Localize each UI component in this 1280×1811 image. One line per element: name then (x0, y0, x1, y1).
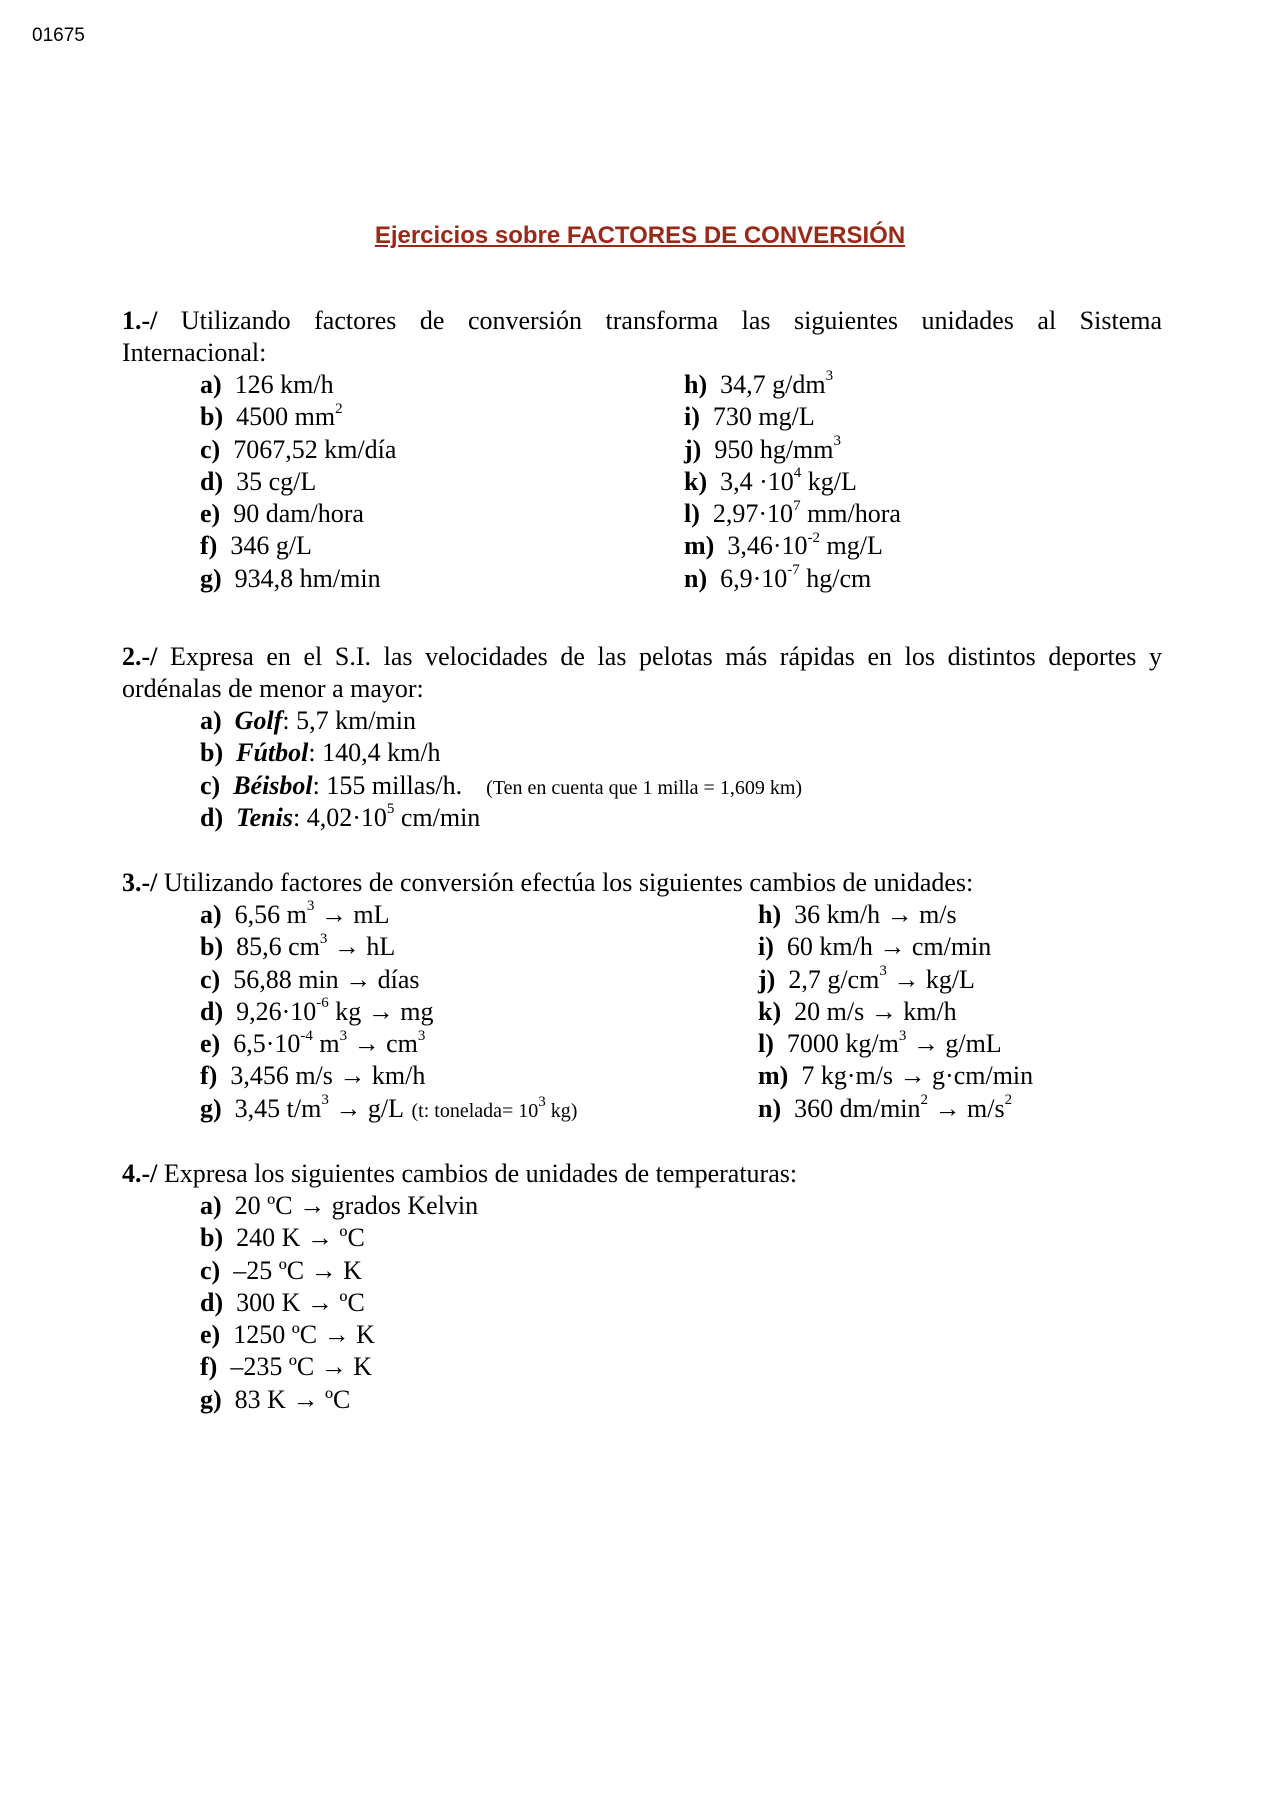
exercise-item (200, 964, 577, 996)
exercise-item (200, 899, 577, 931)
item-value: 20 m/s → km/h (794, 996, 957, 1026)
superscript: 7 (793, 497, 801, 514)
exercise-item (758, 899, 1033, 931)
item-value-cont: → g/mL (906, 1029, 1002, 1059)
item-value-cont: cm/min (394, 802, 481, 832)
item-value: 7067,52 km/día (233, 434, 397, 464)
item-value: 6,5·10 (233, 1029, 301, 1059)
exercise-4 (122, 1158, 1162, 1416)
exercise-1-intro-cont: Internacional: (122, 338, 267, 367)
item-value: 2,7 g/cm (788, 964, 880, 994)
item-label: m) (684, 531, 715, 561)
item-value: 4500 mm (236, 402, 336, 432)
item-value-cont: → g/L (328, 1093, 410, 1123)
item-value: 85,6 cm (236, 932, 320, 962)
exercise-number: 2.-/ (122, 642, 158, 671)
item-label: a) (200, 1191, 222, 1220)
item-label: k) (758, 996, 782, 1026)
superscript: 4 (793, 465, 802, 482)
superscript: 3 (898, 1027, 907, 1044)
item-value: –25 ºC → K (233, 1255, 362, 1285)
item-label: h) (684, 370, 708, 399)
item-label: j) (684, 434, 702, 464)
item-value-cont: → m/s (928, 1093, 1005, 1123)
document-id: 01675 (32, 25, 85, 46)
item-value: 9,26·10 (236, 996, 317, 1026)
page-title: Ejercicios sobre FACTORES DE CONVERSIÓN (374, 222, 906, 249)
exercise-number: 1.-/ (122, 306, 158, 335)
sport-name: Fútbol (236, 738, 309, 768)
item-value: 3,45 t/m (234, 1093, 322, 1123)
item-label: c) (200, 770, 221, 800)
exercise-2-intro-cont: ordénalas de menor a mayor: (122, 674, 424, 703)
superscript: -4 (300, 1027, 313, 1044)
item-value: 83 K → ºC (234, 1384, 351, 1414)
item-value-cont: → mL (314, 900, 390, 929)
exercise-item (200, 1060, 577, 1092)
exercise-4-items (200, 1190, 1162, 1416)
item-label: d) (200, 1287, 224, 1317)
item-label: d) (200, 466, 224, 496)
item-label: i) (758, 932, 774, 962)
item-value: 3,456 m/s → km/h (230, 1061, 426, 1091)
item-value: 7000 kg/m (786, 1029, 899, 1059)
item-label: e) (200, 1029, 221, 1059)
exercise-item (200, 1351, 1162, 1383)
item-label: g) (200, 1093, 222, 1123)
exercise-item (200, 1190, 1162, 1222)
exercise-item (200, 1319, 1162, 1351)
intro-text: Expresa los siguientes cambios de unidades de temperaturas: (163, 1159, 798, 1188)
items-right-column (684, 369, 901, 595)
item-label: k) (684, 466, 708, 496)
exercise-item (200, 1222, 1162, 1254)
item-value: : 5,7 km/min (282, 706, 416, 735)
item-value: : 140,4 km/h (308, 738, 441, 768)
item-value: –235 ºC → K (230, 1352, 373, 1382)
item-value: 1250 ºC → K (233, 1320, 375, 1350)
items-left-column (200, 369, 396, 595)
item-value: 3,46·10 (727, 531, 808, 561)
item-label: a) (200, 900, 222, 929)
item-value: 730 mg/L (712, 402, 815, 432)
exercise-4-intro (122, 1158, 1162, 1190)
sport-name: Tenis (236, 802, 293, 832)
item-label: f) (200, 1061, 218, 1091)
exercise-item (200, 530, 396, 562)
item-label: f) (200, 531, 218, 561)
superscript: 3 (825, 368, 834, 385)
item-label: b) (200, 738, 224, 768)
item-value-cont: mm/hora (800, 499, 901, 529)
item-value-cont: m (312, 1029, 340, 1059)
superscript: -2 (807, 529, 820, 546)
exercise-item (758, 996, 1033, 1028)
exercise-1-intro (122, 305, 1162, 337)
exercise-item (758, 931, 1033, 963)
item-value: 6,56 m (234, 900, 307, 929)
exercise-1-items (200, 369, 1162, 595)
exercise-item (684, 563, 901, 595)
exercise-number: 4.-/ (122, 1159, 158, 1188)
exercise-item (200, 498, 396, 530)
item-value: 360 dm/min (794, 1093, 921, 1123)
superscript: 2 (920, 1092, 929, 1109)
item-label: b) (200, 932, 224, 962)
superscript: 2 (1004, 1092, 1013, 1109)
intro-text: Utilizando factores de conversión efectúa los siguientes cambios de unidades: (163, 868, 974, 897)
item-value-cont: mg/L (820, 531, 883, 561)
item-label: e) (200, 499, 221, 529)
item-value: 20 ºC → grados Kelvin (234, 1191, 479, 1220)
item-label: f) (200, 1352, 218, 1382)
item-value: 6,9·10 (720, 563, 788, 593)
exercise-item (200, 434, 396, 466)
exercise-2-items (200, 705, 1162, 834)
exercise-item (200, 931, 577, 963)
exercise-item (758, 1028, 1033, 1060)
sport-name: Béisbol (233, 770, 313, 800)
item-value-cont: → hL (327, 932, 396, 962)
exercise-item (200, 1028, 577, 1060)
item-value: : 4,02·10 (292, 802, 387, 832)
superscript: 3 (833, 432, 841, 449)
exercise-item (684, 369, 901, 401)
superscript: 3 (417, 1027, 426, 1044)
superscript: 3 (879, 962, 887, 979)
exercise-3-items (200, 899, 1162, 1125)
superscript: 3 (319, 930, 328, 947)
exercise-item (758, 1093, 1033, 1125)
item-label: h) (758, 900, 782, 929)
item-label: l) (758, 1029, 774, 1059)
exercise-item (200, 996, 577, 1028)
exercise-number: 3.-/ (122, 868, 158, 897)
item-value-cont: kg/L (801, 466, 857, 496)
item-label: d) (200, 996, 224, 1026)
item-value: 346 g/L (230, 531, 312, 561)
sport-name: Golf (234, 706, 283, 735)
item-label: l) (684, 499, 700, 529)
exercise-2-intro (122, 641, 1162, 673)
item-label: b) (200, 402, 224, 432)
item-label: n) (758, 1093, 782, 1123)
item-label: m) (758, 1061, 789, 1091)
exercise-item (684, 530, 901, 562)
items-left-column (200, 899, 577, 1125)
item-label: a) (200, 706, 222, 735)
item-label: j) (758, 964, 776, 994)
item-value: 56,88 min → días (233, 964, 420, 994)
exercise-item (200, 705, 1162, 737)
item-value: 7 kg·m/s → g·cm/min (801, 1061, 1034, 1091)
exercise-item (758, 964, 1033, 996)
exercise-item (200, 1384, 1162, 1416)
exercise-item (200, 401, 396, 433)
item-value-cont: hg/cm (799, 563, 872, 593)
superscript: -6 (316, 995, 329, 1012)
item-label: c) (200, 1255, 221, 1285)
item-label: n) (684, 563, 708, 593)
item-value: 3,4 ·10 (720, 466, 794, 496)
exercise-item (200, 1093, 577, 1125)
superscript: 5 (386, 801, 395, 818)
item-label: g) (200, 1384, 222, 1414)
intro-text: Utilizando factores de conversión transforma las siguientes unidades al Sistema (180, 306, 1163, 335)
item-value: 300 K → ºC (236, 1287, 365, 1317)
exercise-item (200, 737, 1162, 769)
superscript: 3 (339, 1027, 348, 1044)
item-value-cont: kg → mg (328, 996, 434, 1026)
exercise-item (684, 498, 901, 530)
item-label: i) (684, 402, 700, 432)
intro-text: Expresa en el S.I. las velocidades de las pelotas más rápidas en los distintos deportes y (170, 642, 1163, 671)
item-value-cont: → kg/L (886, 964, 975, 994)
superscript: 3 (321, 1092, 329, 1109)
item-label: d) (200, 802, 224, 832)
superscript: 3 (538, 1094, 546, 1111)
exercise-item (684, 434, 901, 466)
exercise-item (200, 369, 396, 401)
superscript: 2 (335, 400, 343, 417)
exercise-3 (122, 867, 1162, 1125)
item-value: 60 km/h → cm/min (786, 932, 992, 962)
exercise-3-intro (122, 867, 1162, 899)
item-label: b) (200, 1223, 224, 1253)
exercise-2 (122, 641, 1162, 834)
item-note: (Ten en cuenta que 1 milla = 1,609 km) (486, 776, 803, 799)
item-value: 2,97·10 (712, 499, 794, 529)
item-value: 90 dam/hora (233, 499, 364, 529)
item-label: c) (200, 964, 221, 994)
item-value: : 155 millas/h. (312, 770, 463, 800)
item-note: (t: tonelada= $10^3$ kg) (411, 1094, 578, 1122)
item-value: 36 km/h → m/s (794, 900, 957, 929)
item-value-cont: → cm (347, 1029, 418, 1059)
exercise-item (684, 466, 901, 498)
exercise-item (684, 401, 901, 433)
exercise-item (200, 466, 396, 498)
exercise-item (200, 1255, 1162, 1287)
item-value: 950 hg/mm (714, 434, 834, 464)
item-label: c) (200, 434, 221, 464)
item-label: g) (200, 563, 222, 593)
exercise-item (200, 563, 396, 595)
exercise-item (200, 802, 1162, 834)
item-value: 126 km/h (234, 370, 334, 399)
item-value: 240 K → ºC (236, 1223, 365, 1253)
exercise-1 (122, 305, 1162, 595)
item-label: e) (200, 1320, 221, 1350)
item-label: a) (200, 370, 222, 399)
item-value: 934,8 hm/min (234, 563, 381, 593)
item-value: 35 cg/L (236, 466, 317, 496)
exercise-item (758, 1060, 1033, 1092)
exercise-item (200, 770, 1162, 802)
superscript: -7 (787, 562, 800, 579)
item-value: 34,7 g/dm (720, 370, 826, 399)
items-right-column (758, 899, 1033, 1125)
superscript: 3 (306, 898, 315, 915)
exercise-item (200, 1287, 1162, 1319)
